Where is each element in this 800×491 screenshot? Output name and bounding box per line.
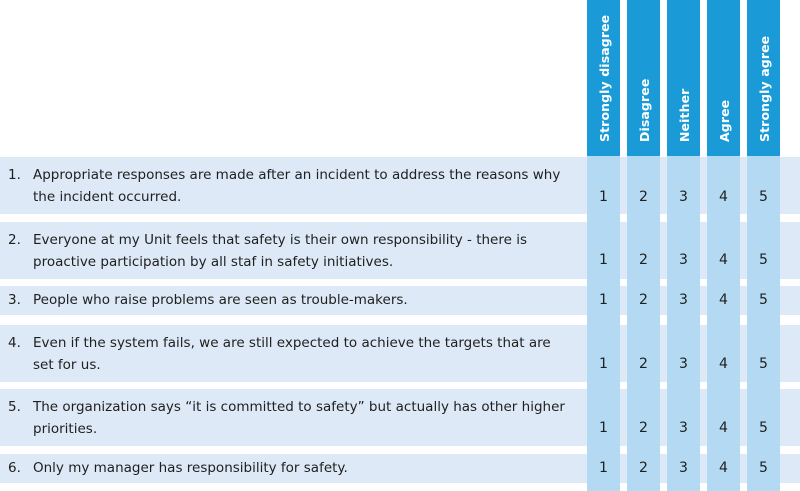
score-option[interactable]: 5	[759, 356, 768, 372]
score-option[interactable]: 3	[679, 292, 688, 308]
score-option[interactable]: 4	[719, 189, 728, 205]
score-option[interactable]: 3	[679, 420, 688, 436]
statement-number: 1.	[8, 167, 21, 183]
score-option[interactable]: 3	[679, 460, 688, 476]
score-option[interactable]: 1	[599, 420, 608, 436]
score-option[interactable]: 1	[599, 252, 608, 268]
statement-text: Appropriate responses are made after an incident to address the reasons why the incident occurred.	[33, 167, 561, 205]
score-option[interactable]: 4	[719, 252, 728, 268]
score-option[interactable]: 2	[639, 292, 648, 308]
score-option[interactable]: 2	[639, 252, 648, 268]
statement-number: 6.	[8, 460, 21, 476]
statement-text: Even if the system fails, we are still expected to achieve the targets that are set for us.	[33, 335, 551, 373]
header-label: Neither	[676, 88, 692, 142]
score-option[interactable]: 2	[639, 420, 648, 436]
score-option[interactable]: 4	[719, 420, 728, 436]
score-option[interactable]: 2	[639, 460, 648, 476]
score-option[interactable]: 4	[719, 460, 728, 476]
statement-number: 5.	[8, 399, 21, 415]
score-option[interactable]: 1	[599, 356, 608, 372]
score-option[interactable]: 1	[599, 460, 608, 476]
score-option[interactable]: 3	[679, 189, 688, 205]
header-strongly-agree	[747, 0, 780, 156]
score-option[interactable]: 5	[759, 292, 768, 308]
header-disagree	[627, 0, 660, 156]
statement-text: Only my manager has responsibility for safety.	[33, 460, 348, 476]
score-option[interactable]: 3	[679, 252, 688, 268]
header-strongly-disagree	[587, 0, 620, 156]
statement-text: The organization says “it is committed to safety” but actually has other higher priorities.	[33, 399, 565, 437]
statement-text: Everyone at my Unit feels that safety is their own responsibility - there is proactive participation by all staf in safety initiatives.	[33, 232, 528, 270]
statement-number: 4.	[8, 335, 21, 351]
header-label: Strongly agree	[756, 35, 772, 142]
header-label: Strongly disagree	[596, 14, 612, 142]
score-option[interactable]: 4	[719, 292, 728, 308]
score-option[interactable]: 5	[759, 252, 768, 268]
score-option[interactable]: 5	[759, 420, 768, 436]
statement-number: 2.	[8, 232, 21, 248]
header-label: Disagree	[636, 78, 652, 142]
statement-number: 3.	[8, 292, 21, 308]
header-neither	[667, 0, 700, 156]
score-option[interactable]: 2	[639, 356, 648, 372]
score-option[interactable]: 5	[759, 460, 768, 476]
header-label: Agree	[716, 99, 732, 142]
score-option[interactable]: 1	[599, 189, 608, 205]
header-agree	[707, 0, 740, 156]
score-option[interactable]: 2	[639, 189, 648, 205]
score-option[interactable]: 1	[599, 292, 608, 308]
statement-text: People who raise problems are seen as trouble-makers.	[33, 292, 408, 308]
score-option[interactable]: 4	[719, 356, 728, 372]
score-option[interactable]: 3	[679, 356, 688, 372]
score-option[interactable]: 5	[759, 189, 768, 205]
